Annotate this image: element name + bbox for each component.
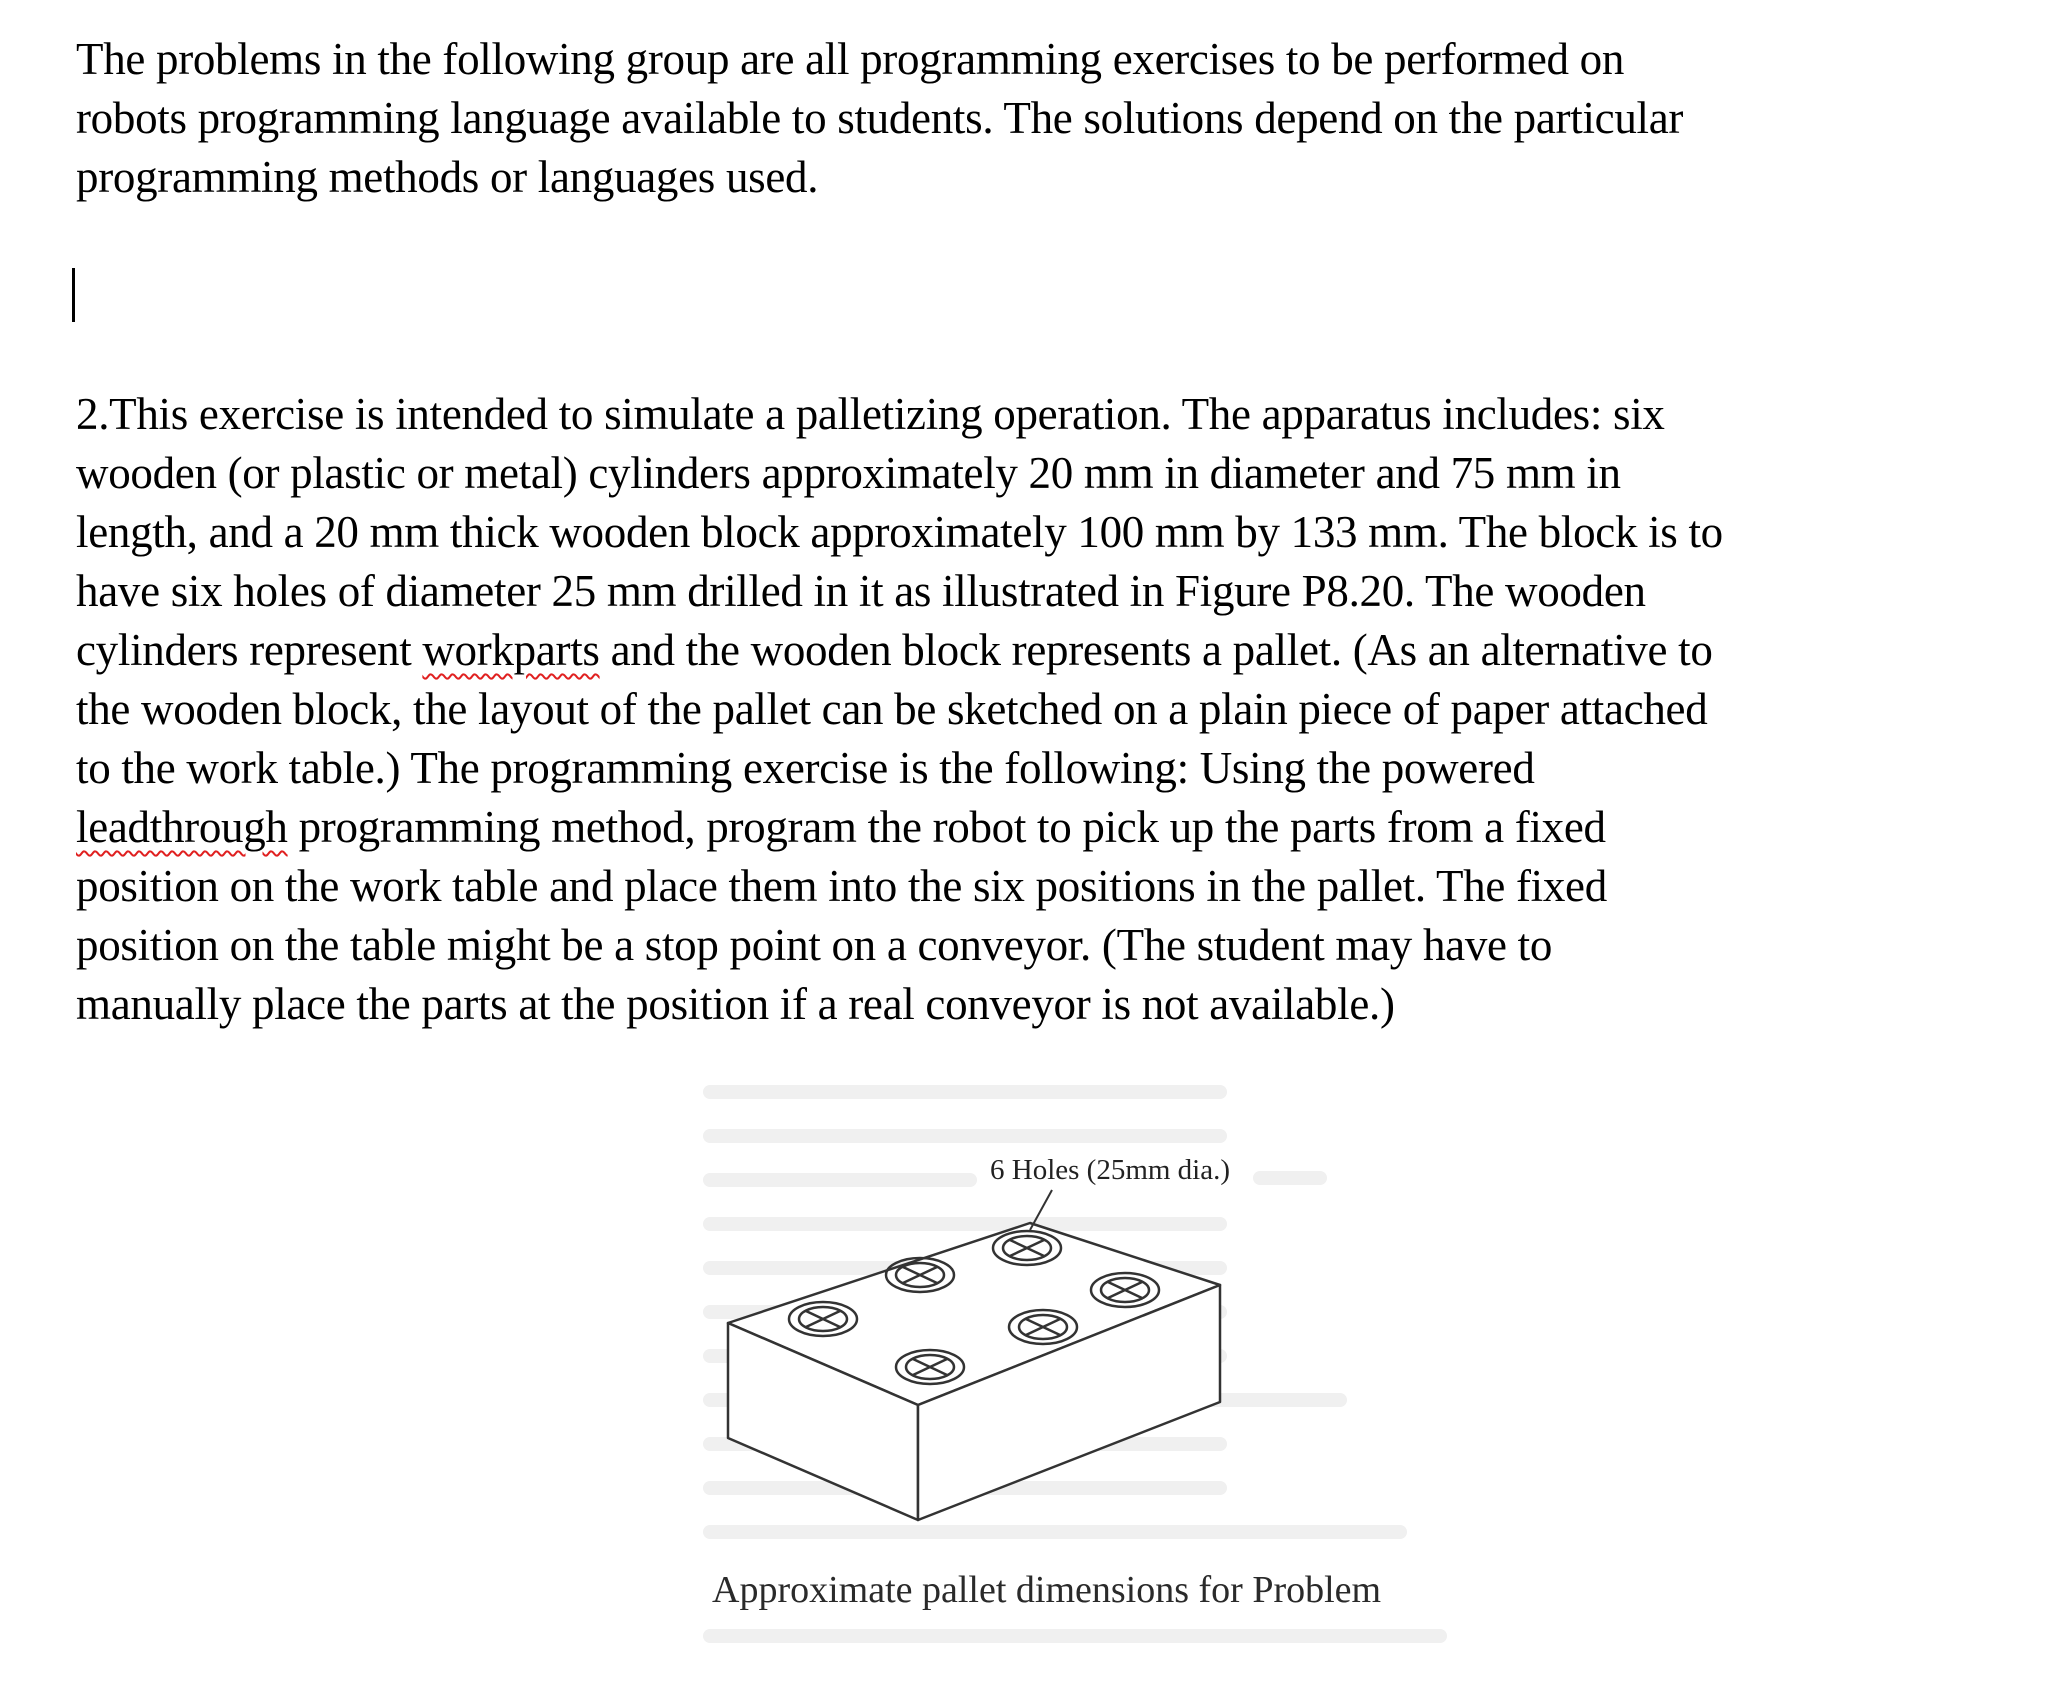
problem-line: position on the work table and place them into the six positions in the pallet. The fixed xyxy=(76,861,1607,911)
intro-line: The problems in the following group are all programming exercises to be performed on xyxy=(76,34,1625,84)
problem-line: manually place the parts at the position if a real conveyor is not available.) xyxy=(76,979,1395,1029)
problem-line xyxy=(76,621,1723,680)
problem-line: the wooden block, the layout of the pallet can be sketched on a plain piece of paper attached xyxy=(76,684,1708,734)
pallet-figure xyxy=(700,1080,1460,1680)
problem-line: 2.This exercise is intended to simulate a palletizing operation. The apparatus includes: six xyxy=(76,389,1665,439)
intro-paragraph xyxy=(76,30,1683,207)
line-text-before: cylinders represent xyxy=(76,625,423,675)
intro-line: programming methods or languages used. xyxy=(76,152,819,202)
hole-icon xyxy=(1009,1310,1077,1344)
problem-line: to the work table.) The programming exercise is the following: Using the powered xyxy=(76,743,1535,793)
hole-icon xyxy=(993,1231,1061,1265)
problem-line: wooden (or plastic or metal) cylinders approximately 20 mm in diameter and 75 mm in xyxy=(76,448,1621,498)
problem-line xyxy=(76,798,1723,857)
misspelled-word[interactable]: leadthrough xyxy=(76,802,288,852)
line-text-after: and the wooden block represents a pallet. (As an alternative to xyxy=(599,625,1713,675)
problem-line: length, and a 20 mm thick wooden block approximately 100 mm by 133 mm. The block is to xyxy=(76,507,1723,557)
figure-caption: Approximate pallet dimensions for Problem xyxy=(712,1569,1382,1611)
misspelled-word[interactable]: workparts xyxy=(422,625,600,675)
holes-callout-label: 6 Holes (25mm dia.) xyxy=(990,1154,1231,1186)
intro-line: robots programming language available to students. The solutions depend on the particular xyxy=(76,93,1684,143)
line-text-after: programming method, program the robot to pick up the parts from a fixed xyxy=(287,802,1606,852)
text-cursor[interactable] xyxy=(72,268,75,322)
hole-icon xyxy=(896,1350,964,1384)
hole-icon xyxy=(1091,1273,1159,1307)
hole-icon xyxy=(886,1258,954,1292)
problem-line: have six holes of diameter 25 mm drilled in it as illustrated in Figure P8.20. The wooden xyxy=(76,566,1646,616)
hole-icon xyxy=(789,1302,857,1336)
problem-2-paragraph xyxy=(76,385,1723,1034)
problem-line: position on the table might be a stop point on a conveyor. (The student may have to xyxy=(76,920,1553,970)
